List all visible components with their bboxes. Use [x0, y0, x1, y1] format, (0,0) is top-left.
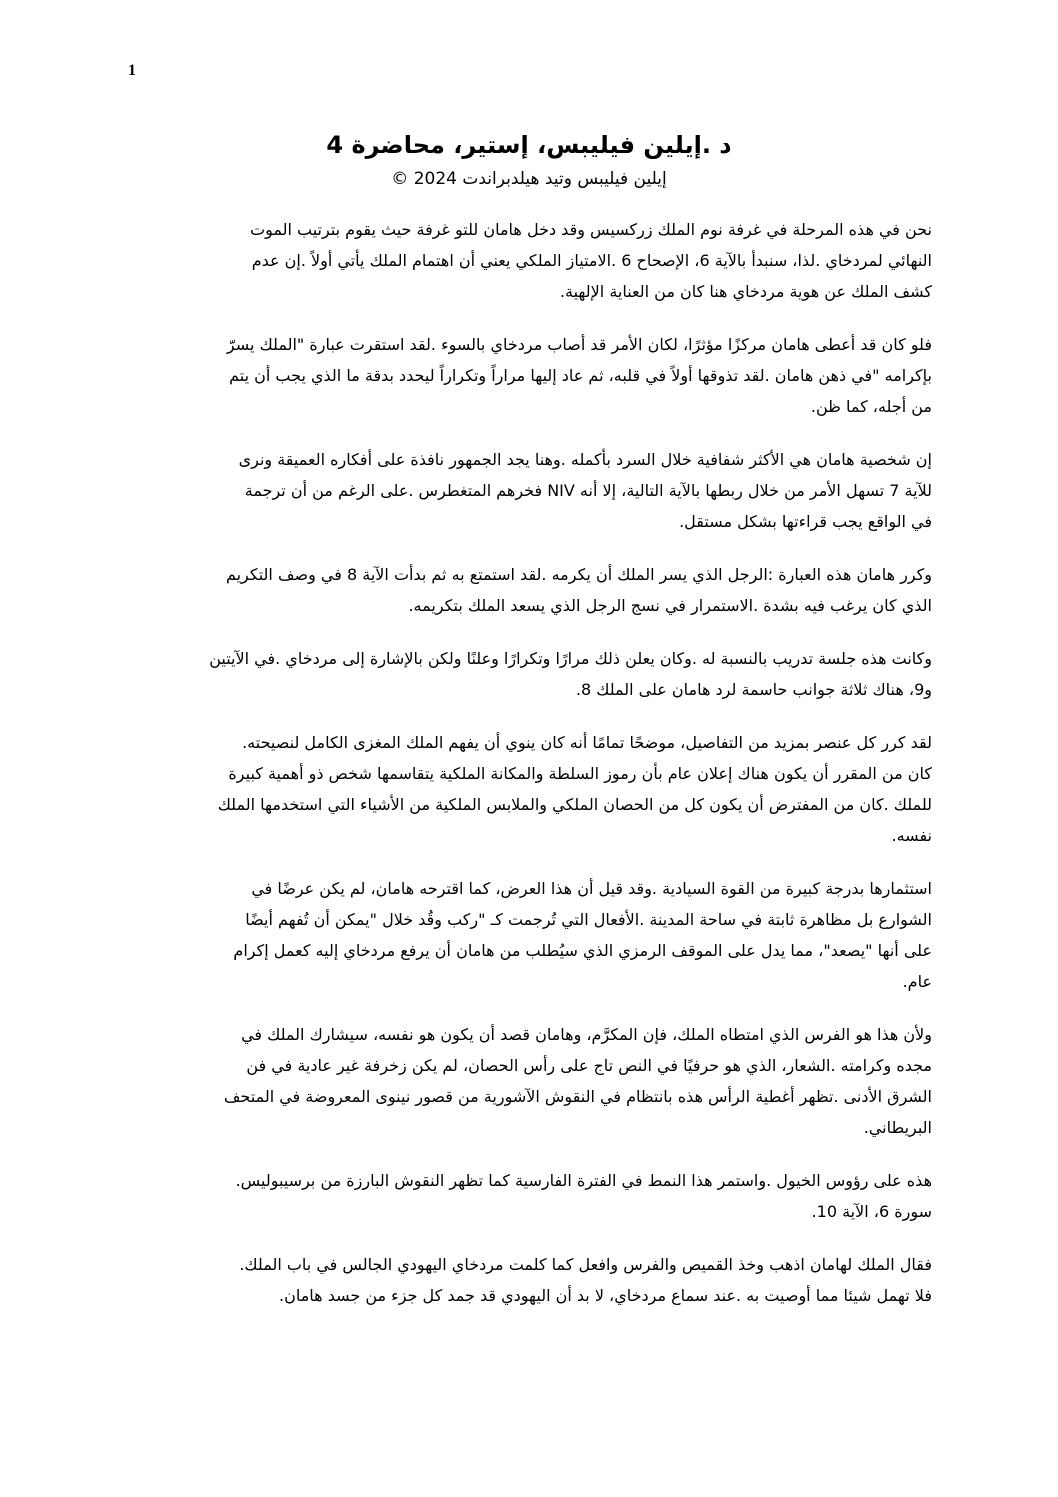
paragraph-line: هذه على رؤوس الخيول .واستمر هذا النمط في الفترة الفارسية كما تظهر النقوش البارزة من برسيبوليس. — [235, 1171, 932, 1190]
paragraph-line: كشف الملك عن هوية مردخاي هنا كان من العناية الإلهية. — [559, 282, 932, 301]
paragraph-line: استثمارها بدرجة كبيرة من القوة السيادية .وقد قيل أن هذا العرض، كما اقترحه هامان، لم يكن عرضًا في — [251, 879, 932, 898]
paragraph-line: على أنها "يصعد"، مما يدل على الموقف الرمزي الذي سيُطلب من هامان أن يرفع مردخاي إليه كعمل إكرام — [233, 941, 932, 960]
paragraph-line: إن شخصية هامان هي الأكثر شفافية خلال السرد بأكمله .وهنا يجد الجمهور نافذة على أفكاره العميقة ونرى — [238, 450, 932, 469]
paragraph — [126, 643, 932, 705]
paragraph-line: النهائي لمردخاي .لذا، سنبدأ بالآية 6، الإصحاح 6 .الامتياز الملكي يعني أن اهتمام الملك يأتي أولاً .إن عدم — [251, 251, 932, 270]
paragraph-line: نفسه. — [891, 826, 932, 845]
paragraph-line: وكرر هامان هذه العبارة :الرجل الذي يسر الملك أن يكرمه .لقد استمتع به ثم بدأت الآية 8 في وصف التكريم — [225, 565, 932, 584]
paragraph — [126, 1019, 932, 1143]
paragraph-line: مجده وكرامته .الشعار، الذي هو حرفيًا في النص تاج على رأس الحصان، لم يكن زخرفة غير عادية في فن — [246, 1056, 932, 1075]
paragraph-line: سورة 6، الآية 10. — [811, 1202, 932, 1221]
paragraph-line: لقد كرر كل عنصر بمزيد من التفاصيل، موضحًا تمامًا أنه كان ينوي أن يفهم الملك المغزى الكامل لنصيحته. — [242, 733, 932, 752]
paragraph-line: للآية 7 تسهل الأمر من خلال ربطها بالآية التالية، إلا أنه NIV فخرهم المتغطرس .على الرغم من أن ترجمة — [244, 481, 932, 500]
paragraph-line: البريطاني. — [863, 1118, 932, 1137]
document-body — [126, 214, 932, 1311]
paragraph — [126, 444, 932, 537]
paragraph-line: في الواقع يجب قراءتها بشكل مستقل. — [679, 512, 932, 531]
paragraph — [126, 214, 932, 307]
paragraph-line: بإكرامه "في ذهن هامان .لقد تذوقها أولاً في قلبه، ثم عاد إليها مراراً وتكراراً ليحدد بدقة ما الذي يجب أن يتم — [229, 366, 932, 385]
paragraph — [126, 559, 932, 621]
page-number: 1 — [128, 62, 136, 79]
paragraph-line: و9، هناك ثلاثة جوانب حاسمة لرد هامان على الملك 8. — [575, 680, 932, 699]
paragraph-line: ولأن هذا هو الفرس الذي امتطاه الملك، فإن المكرَّم، وهامان قصد أن يكون هو نفسه، سيشارك الملك في — [241, 1025, 932, 1044]
paragraph-line: من أجله، كما ظن. — [810, 397, 932, 416]
document-subtitle: إيلين فيليبس وتيد هيلدبراندت 2024 © — [391, 169, 667, 189]
paragraph-line: فلو كان قد أعطى هامان مركزًا مؤثرًا، لكان الأمر قد أصاب مردخاي بالسوء .لقد استقرت عبارة "الملك يسرّ — [226, 335, 932, 354]
paragraph — [126, 1165, 932, 1227]
paragraph-line: فقال الملك لهامان اذهب وخذ القميص والفرس وافعل كما كلمت مردخاي اليهودي الجالس في باب الملك. — [239, 1255, 932, 1274]
paragraph-line: الشوارع بل مظاهرة ثابتة في ساحة المدينة .الأفعال التي تُرجمت كـ "ركب وقُد خلال "يمكن أن تُفهم أيضًا — [245, 910, 932, 929]
paragraph — [126, 1249, 932, 1311]
paragraph-line: كان من المقرر أن يكون هناك إعلان عام بأن رموز السلطة والمكانة الملكية يتقاسمها شخص ذو أهمية كبيرة — [228, 764, 932, 783]
paragraph-line: الشرق الأدنى .تظهر أغطية الرأس هذه بانتظام في النقوش الآشورية من قصور نينوى المعروضة في المتحف — [223, 1087, 932, 1106]
paragraph — [126, 329, 932, 422]
paragraph-line: نحن في هذه المرحلة في غرفة نوم الملك زركسيس وقد دخل هامان للتو غرفة حيث يقوم بترتيب الموت — [250, 220, 932, 239]
paragraph — [126, 727, 932, 851]
paragraph-line: الذي كان يرغب فيه بشدة .الاستمرار في نسج الرجل الذي يسعد الملك بتكريمه. — [408, 596, 932, 615]
paragraph-line: عام. — [902, 972, 932, 991]
paragraph-line: للملك .كان من المفترض أن يكون كل من الحصان الملكي والملابس الملكية من الأشياء التي استخدمها الملك — [217, 795, 932, 814]
paragraph-line: فلا تهمل شيئا مما أوصيت به .عند سماع مردخاي، لا بد أن اليهودي قد جمد كل جزء من جسد هامان. — [279, 1286, 932, 1305]
paragraph — [126, 873, 932, 997]
document-title: د .إيلين فيليبس، إستير، محاضرة 4 — [326, 131, 732, 159]
paragraph-line: وكانت هذه جلسة تدريب بالنسبة له .وكان يعلن ذلك مرارًا وتكرارًا وعلنًا ولكن بالإشارة إلى مردخاي .في الآيتين — [209, 649, 932, 668]
